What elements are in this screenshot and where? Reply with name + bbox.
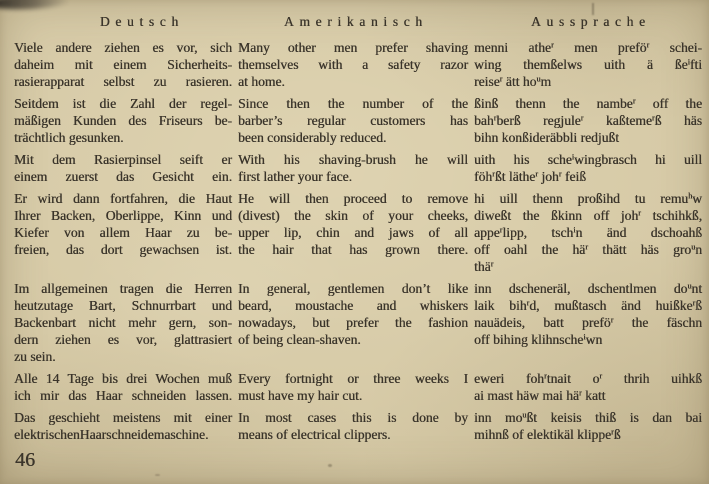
- paper-speck: [155, 474, 160, 476]
- phrase-cell-de-row-7: [14, 409, 232, 443]
- text-line: themselves with a safety razor: [238, 57, 468, 72]
- text-line: With his shaving-brush he will: [238, 152, 468, 167]
- phrase-cell-de-row-4: [14, 190, 232, 275]
- text-line: hi uill thenn proßihd tu remu$^h$w: [474, 191, 702, 206]
- text-line: diweßt the ßkinn off joh$^r$ tschihkß,: [474, 208, 702, 223]
- text-line: freien, das dort gewachsen ist.: [14, 242, 232, 257]
- text-line: off oahl the $hä^r$ thätt häs gro$^u$n: [474, 242, 702, 257]
- text-line: barber’s regular customers has: [238, 113, 468, 128]
- phrase-cell-en-row-7: [238, 409, 468, 443]
- phrase-cell-en-row-1: [238, 39, 468, 90]
- text-line: Viele andere ziehen es vor, sich: [14, 40, 232, 55]
- text-line: wing themßelws uith ä $ße^ifti$: [474, 57, 702, 72]
- text-line: mäßigen Kunden des Friseurs be-: [14, 113, 232, 128]
- text-line: uith his sche$^i$wingbrasch hi uill: [474, 152, 702, 167]
- text-line: daheim mit einem Sicherheits-: [14, 57, 232, 72]
- text-line: einem zuerst das Gesicht ein.: [14, 169, 232, 184]
- phrase-cell-pron-row-7: [474, 409, 702, 443]
- text-line: Many other men prefer shaving: [238, 40, 468, 55]
- text-line: dern ziehen es vor, glattrasiert: [14, 332, 232, 347]
- text-line: föh$^r$ßt läthe$^r$ joh$^r$ feiß: [474, 169, 586, 184]
- text-line: heutzutage Bart, Schnurrbart und: [14, 298, 232, 313]
- text-line: Alle 14 Tage bis drei Wochen muß: [14, 371, 232, 386]
- text-line: the hair that has grown there.: [238, 242, 468, 257]
- text-line: rasierapparat selbst zu rasieren.: [14, 74, 232, 89]
- text-line: upper lip, chin and jaws of all: [238, 225, 468, 240]
- text-line: In general, gentlemen don’t like: [238, 281, 468, 296]
- text-line: inn dscheneräl, dschentlmen $do^unt$: [474, 281, 702, 296]
- text-line: Im allgemeinen tragen die Herren: [14, 281, 232, 296]
- text-line: ai mast häw mai $hä^r$ katt: [474, 388, 606, 403]
- column-headers: [14, 14, 702, 30]
- text-line: off bihing klihnsche$^i$wn: [474, 332, 603, 347]
- text-line: zu sein.: [14, 349, 56, 364]
- text-line: appe$^r$lipp, tsch$^i$n änd dschoahß: [474, 225, 702, 240]
- text-line: mihnß of elektikäl klippe$^r$ß: [474, 427, 621, 442]
- text-line: nauädeis, batt prefö$^r$ the fäschn: [474, 315, 702, 330]
- text-line: Mit dem Rasierpinsel seift er: [14, 152, 232, 167]
- phrase-cell-pron-row-2: [474, 95, 702, 146]
- phrase-cell-pron-row-5: [474, 280, 702, 365]
- phrase-cell-en-row-3: [238, 151, 468, 185]
- text-line: beard, moustache and whiskers: [238, 298, 468, 313]
- phrase-cell-en-row-5: [238, 280, 468, 365]
- text-line: trächtlich gesunken.: [14, 130, 124, 145]
- text-line: (divest) the skin of your cheeks,: [238, 208, 468, 223]
- text-line: menni athe$^r$ men prefö$^r$ schei-: [474, 40, 702, 55]
- text-line: elektrischenHaarschneidemaschine.: [14, 427, 209, 442]
- scan-smudge-artifact: [0, 0, 74, 11]
- text-line: Every fortnight or three weeks I: [238, 371, 468, 386]
- text-line: reise$^r$ ätt $ho^um$: [474, 74, 552, 89]
- text-line: Since then the number of the: [238, 96, 468, 111]
- phrase-cell-de-row-5: [14, 280, 232, 365]
- phrase-cell-de-row-2: [14, 95, 232, 146]
- text-line: Ihrer Backen, Oberlippe, Kinn und: [14, 208, 232, 223]
- text-line: thä$^r$: [474, 259, 494, 274]
- phrase-cell-de-row-1: [14, 39, 232, 90]
- text-line: inn $mo^ußt$ keisis thiß is dan bai: [474, 410, 703, 425]
- text-line: bihn konßideräbbli redjußt: [474, 130, 619, 145]
- column-header-aussprache: Aussprache: [530, 14, 651, 29]
- text-line: must have my hair cut.: [238, 388, 363, 403]
- phrase-grid: [14, 39, 702, 443]
- paper-speck: [328, 464, 332, 467]
- text-line: Backenbart nicht mehr gern, son-: [14, 315, 232, 330]
- phrase-cell-pron-row-3: [474, 151, 702, 185]
- page-number: 46: [15, 449, 35, 471]
- text-line: ßinß thenn the nambe$^r$ off the: [474, 96, 703, 111]
- text-line: eweri foh$^r$tnait $o^r$ thrih uihkß: [474, 371, 702, 386]
- text-line: ich mir das Haar schneiden lassen.: [14, 388, 232, 403]
- text-line: been considerably reduced.: [238, 130, 387, 145]
- phrase-cell-pron-row-4: [474, 190, 702, 275]
- column-header-amerikanisch: Amerikanisch: [283, 14, 428, 29]
- text-line: In most cases this is done by: [238, 410, 468, 425]
- text-line: Seitdem ist die Zahl der regel-: [14, 96, 232, 111]
- phrase-cell-en-row-2: [238, 95, 468, 146]
- text-line: bah$^r$berß regjule$^r$ kaßteme$^r$ß häs: [474, 113, 702, 128]
- page-content: [14, 14, 702, 443]
- text-line: Das geschieht meistens mit einer: [14, 410, 232, 425]
- column-header-deutsch: Deutsch: [99, 14, 184, 29]
- phrase-cell-en-row-4: [238, 190, 468, 275]
- text-line: at home.: [238, 74, 285, 89]
- phrase-cell-pron-row-6: [474, 370, 702, 404]
- text-line: Kiefer von allem Haar zu be-: [14, 225, 232, 240]
- text-line: first lather your face.: [238, 169, 352, 184]
- text-line: Er wird dann fortfahren, die Haut: [14, 191, 232, 206]
- phrase-cell-en-row-6: [238, 370, 468, 404]
- phrase-cell-pron-row-1: [474, 39, 702, 90]
- phrase-cell-de-row-3: [14, 151, 232, 185]
- text-line: means of electrical clippers.: [238, 427, 391, 442]
- text-line: nowadays, but prefer the fashion: [238, 315, 468, 330]
- phrase-cell-de-row-6: [14, 370, 232, 404]
- text-line: He will then proceed to remove: [238, 191, 468, 206]
- text-line: of being clean-shaven.: [238, 332, 361, 347]
- text-line: laik bih$^r$d, mußtasch änd huißke$^r$ß: [474, 298, 702, 313]
